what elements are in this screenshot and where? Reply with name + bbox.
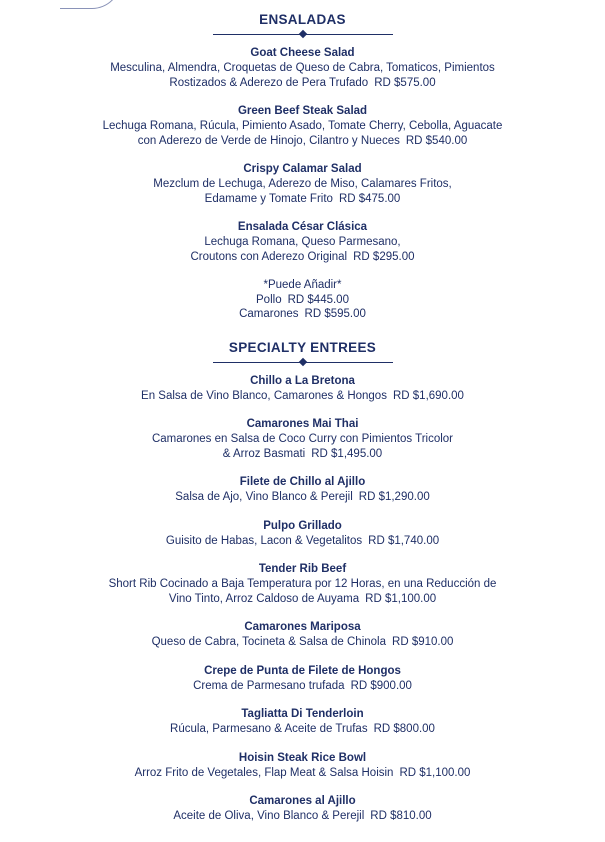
menu-item-description (0, 76, 605, 91)
section-header (0, 340, 605, 368)
menu-item-description: Lechuga Romana, Queso Parmesano, (204, 236, 401, 248)
menu-item-name: Green Beef Steak Salad (237, 105, 368, 117)
menu-item-price: RD $910.00 (392, 636, 454, 648)
description-text: Guisito de Habas, Lacon & Vegetalitos (165, 534, 363, 547)
menu-item-description (0, 679, 605, 694)
menu-item (0, 104, 605, 148)
menu-item-price: RD $1,690.00 (392, 389, 464, 402)
description-text: Vino Tinto, Arroz Caldoso de Auyama (168, 592, 360, 605)
addon-price: RD $445.00 (287, 293, 349, 306)
section-title: SPECIALTY ENTREES (228, 339, 377, 355)
menu-item-description (0, 766, 605, 781)
menu-item-price: RD $575.00 (374, 76, 436, 89)
addon-name: Pollo (256, 293, 282, 306)
menu-item-price: RD $810.00 (370, 810, 432, 822)
menu-item-name: Pulpo Grillado (263, 519, 342, 532)
menu-item-name: Ensalada César Clásica (237, 221, 368, 233)
menu-item-price: RD $1,740.00 (368, 534, 440, 547)
addon-option (0, 307, 605, 322)
menu-item-description: Camarones en Salsa de Coco Curry con Pimientos Tricolor (151, 433, 454, 445)
menu-item-description: Mezclum de Lechuga, Aderezo de Miso, Calamares Fritos, (153, 178, 452, 190)
menu-item-description (0, 809, 605, 824)
menu-item-description (0, 722, 605, 737)
menu-item (0, 475, 605, 505)
diamond-ornament-icon (298, 357, 306, 365)
description-text: Crema de Parmesano trufada (193, 679, 345, 692)
menu-item-description (0, 447, 605, 462)
description-text: con Aderezo de Verde de Hinojo, Cilantro y Nueces (137, 134, 400, 147)
menu-item-description (0, 490, 605, 505)
menu-item (0, 46, 605, 90)
diamond-ornament-icon (298, 30, 306, 38)
menu-item-name: Camarones Mariposa (244, 621, 361, 633)
menu-item-name: Chillo a La Bretona (250, 374, 355, 387)
section-title: ENSALADAS (259, 12, 346, 27)
menu-item (0, 751, 605, 781)
menu-item (0, 220, 605, 264)
description-text: Arroz Frito de Vegetales, Flap Meat & Salsa Hoisin (134, 766, 394, 779)
menu-item-price: RD $475.00 (338, 192, 401, 205)
menu-item-price: RD $900.00 (350, 679, 412, 692)
menu-item-name: Crepe de Punta de Filete de Hongos (204, 664, 401, 677)
menu-item-description (0, 534, 605, 549)
menu-item-description: Lechuga Romana, Rúcula, Pimiento Asado, Tomate Cherry, Cebolla, Aguacate (102, 120, 503, 132)
menu-item-list (0, 374, 605, 824)
description-text: Edamame y Tomate Frito (204, 192, 333, 205)
addon-option (0, 293, 605, 308)
menu-item-name: Goat Cheese Salad (250, 47, 355, 59)
menu-item (0, 794, 605, 824)
addon-heading: *Puede Añadir* (263, 279, 342, 291)
addon-price: RD $595.00 (304, 308, 366, 320)
section-divider (213, 30, 393, 40)
menu-item-description (0, 250, 605, 265)
menu-item-description (0, 389, 605, 404)
menu-item (0, 707, 605, 737)
menu-page (0, 12, 605, 842)
decorative-corner-curve (60, 0, 121, 9)
section-ensaladas (0, 12, 605, 322)
description-text: Aceite de Oliva, Vino Blanco & Perejil (173, 810, 365, 822)
description-text: Rostizados & Aderezo de Pera Trufado (169, 76, 369, 89)
menu-item-description (0, 592, 605, 607)
menu-item (0, 562, 605, 606)
menu-item-name: Filete de Chillo al Ajillo (239, 476, 366, 488)
description-text: En Salsa de Vino Blanco, Camarones & Hongos (141, 389, 387, 402)
menu-item (0, 374, 605, 404)
menu-item-description (0, 635, 605, 650)
menu-item-name: Tender Rib Beef (258, 563, 347, 575)
addon-name: Camarones (239, 308, 299, 320)
menu-item-name: Crispy Calamar Salad (243, 163, 362, 175)
menu-item-description (0, 192, 605, 207)
menu-item-list (0, 46, 605, 322)
description-text: Croutons con Aderezo Original (190, 250, 348, 263)
section-divider (213, 358, 393, 368)
menu-item-description: Short Rib Cocinado a Baja Temperatura por 12 Horas, en una Reducción de (108, 578, 497, 590)
menu-item (0, 519, 605, 549)
section-header (0, 12, 605, 40)
description-text: Salsa de Ajo, Vino Blanco & Perejil (175, 491, 353, 503)
description-text: Queso de Cabra, Tocineta & Salsa de Chinola (151, 636, 387, 648)
menu-item-name: Hoisin Steak Rice Bowl (238, 751, 367, 764)
menu-item-price: RD $800.00 (373, 723, 435, 735)
description-text: & Arroz Basmati (222, 447, 306, 460)
menu-item-price: RD $540.00 (405, 134, 468, 147)
menu-item-price: RD $1,495.00 (311, 447, 383, 460)
menu-item (0, 417, 605, 461)
menu-item-price: RD $1,100.00 (399, 766, 471, 779)
section-specialty-entrees (0, 340, 605, 824)
menu-item (0, 620, 605, 650)
menu-item-price: RD $1,100.00 (365, 592, 437, 605)
description-text: Rúcula, Parmesano & Aceite de Trufas (170, 723, 368, 735)
menu-item-name: Tagliatta Di Tenderloin (241, 708, 364, 720)
menu-item-price: RD $295.00 (353, 250, 415, 263)
menu-item (0, 162, 605, 206)
menu-item (0, 664, 605, 694)
menu-item-description (0, 134, 605, 149)
addon-options (0, 278, 605, 322)
menu-item-name: Camarones al Ajillo (249, 795, 356, 807)
menu-item-name: Camarones Mai Thai (246, 418, 359, 430)
menu-item-description: Mesculina, Almendra, Croquetas de Queso de Cabra, Tomaticos, Pimientos (110, 62, 495, 74)
menu-item-price: RD $1,290.00 (358, 491, 430, 503)
